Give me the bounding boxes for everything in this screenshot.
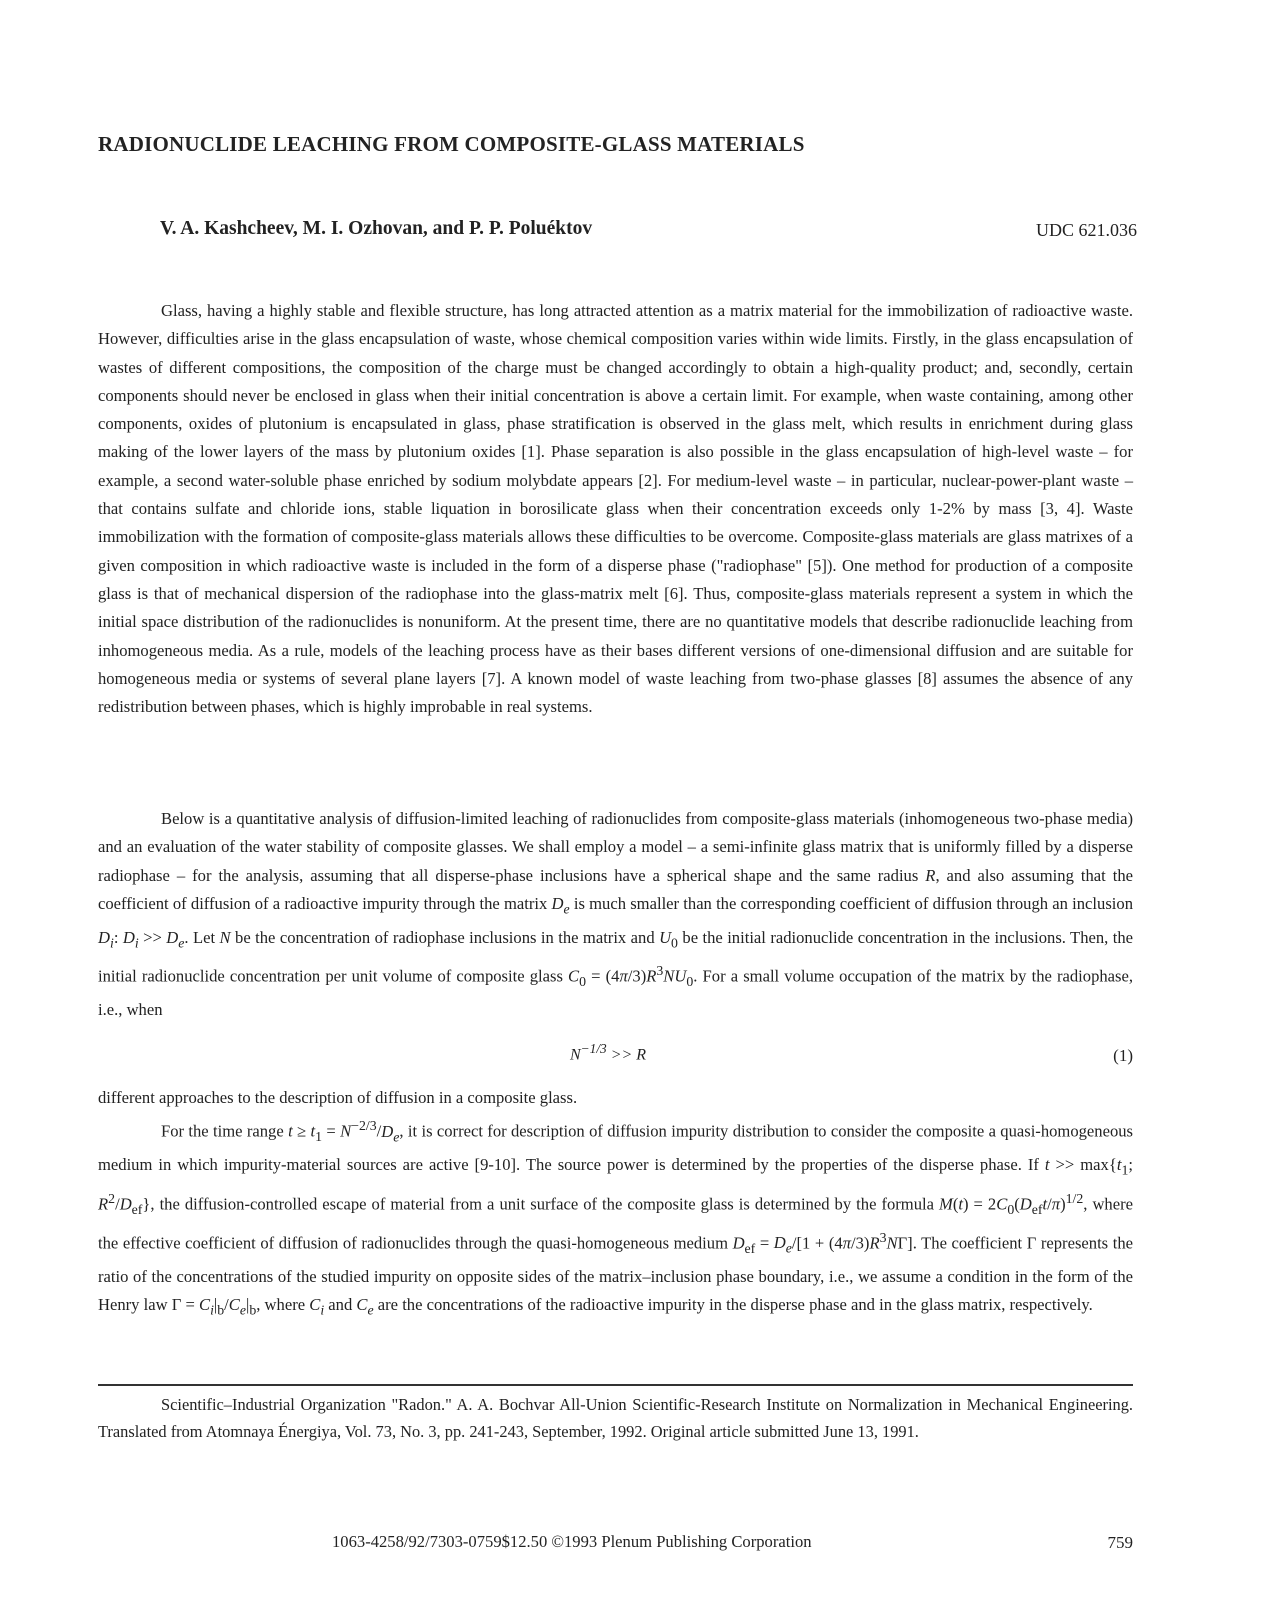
author-list: V. A. Kashcheev, M. I. Ozhovan, and P. P. Poluéktov [160,218,593,239]
footnote: Scientific–Industrial Organization "Radon." A. A. Bochvar All-Union Scientific-Research Institute on Normalization in Mechanical Engineering. Translated from Atomnaya Énergiya, Vol. 73, No. 3, pp. 241-243, September, 1992. Original article submitted June 13, 1991. [98,1395,1133,1441]
footnote-divider [98,1384,1133,1386]
equation-1: $N^{-1/3} >> R$ [570,1041,647,1064]
publication-code: 1063-4258/92/7303-0759$12.50 ©1993 Plenum Publishing Corporation [332,1532,812,1551]
paragraph-time-range: For the time range $t \ge t_1 = N^{-2/3}/D_e$, it is correct for description of diffusion impurity distribution to consider the composite a quasi-homogeneous medium in which impurity-material sources are active [9-10]. The source power is determined by the properties of the disperse phase. If $t >> \max\{t_1$; $R^2/D_{ef}$}, the diffusion-controlled escape of material from a unit surface of the composite glass is determined by the formula $M(t) = 2C_0(D_{ef}t/\pi)^{1/2}$, where the effective coefficient of diffusion of radionuclides through the quasi-homogeneous medium $D_{ef} = D_e/[1 + (4\pi/3)R^3N\Gamma]$. The coefficient Γ represents the ratio of the concentrations of the studied impurity on opposite sides of the matrix–inclusion phase boundary, i.e., we assume a condition in the form of the Henry law $\Gamma = C_i|_b/C_e|_b$, where $C_i$ and $C_e$ are the concentrations of the radioactive impurity in the disperse phase and in the glass matrix, respectively. [98,1118,1134,1318]
udc-code: UDC 621.036 [1035,220,1137,240]
paragraph-model: Below is a quantitative analysis of diffusion-limited leaching of radionuclides from composite-glass materials (inhomogeneous two-phase media) and an evaluation of the water stability of composite glasses. We shall employ a model – a semi-infinite glass matrix that is uniformly filled by a disperse radiophase – for the analysis, assuming that all disperse-phase inclusions have a spherical shape and the same radius R, and also assuming that the coefficient of diffusion of a radioactive impurity through the matrix $D_e$ is much smaller than the corresponding coefficient of diffusion through an inclusion $D_i$: $D_i >> D_e$. Let N be the concentration of radiophase inclusions in the matrix and $U_0$ be the initial radionuclide concentration in the inclusions. Then, the initial radionuclide concentration per unit volume of composite glass $C_0 = (4\pi/3)R^3NU_0$. For a small volume occupation of the matrix by the radiophase, i.e., when [98,809,1134,1020]
page-number: 759 [1107,1533,1133,1552]
paragraph-intro: Glass, having a highly stable and flexible structure, has long attracted attention as a matrix material for the immobilization of radioactive waste. However, difficulties arise in the glass encapsulation of waste, whose chemical composition varies within wide limits. Firstly, in the glass encapsulation of wastes of different compositions, the composition of the charge must be changed accordingly to obtain a high-quality product; and, secondly, certain components should never be enclosed in glass when their initial concentration is above a certain limit. For example, when waste containing, among other components, oxides of plutonium is encapsulated in glass, phase stratification is observed in the glass melt, which results in enrichment during glass making of the lower layers of the mass by plutonium oxides [1]. Phase separation is also possible in the glass encapsulation of high-level waste – for example, a second water-soluble phase enriched by sodium molybdate appears [2]. For medium-level waste – in particular, nuclear-power-plant waste – that contains sulfate and chloride ions, stable liquation in borosilicate glass when their concentration exceeds only 1-2% by mass [3, 4]. Waste immobilization with the formation of composite-glass materials allows these difficulties to be overcome. Composite-glass materials are glass matrixes of a given composition in which radioactive waste is included in the form of a disperse phase ("radiophase" [5]). One method for production of a composite glass is that of mechanical dispersion of the radiophase into the glass-matrix melt [6]. Thus, composite-glass materials represent a system in which the initial space distribution of the radionuclides is nonuniform. At the present time, there are no quantitative models that describe radionuclide leaching from inhomogeneous media. As a rule, models of the leaching process have as their bases different versions of one-dimensional diffusion and are suitable for homogeneous media or systems of several plane layers [7]. A known model of waste leaching from two-phase glasses [8] assumes the absence of any redistribution between phases, which is highly improbable in real systems. [98,301,1133,717]
paragraph-approaches: different approaches to the description of diffusion in a composite glass. [98,1088,578,1107]
equation-number: (1) [1113,1046,1133,1065]
paper-title: RADIONUCLIDE LEACHING FROM COMPOSITE-GLASS MATERIALS [98,132,805,156]
